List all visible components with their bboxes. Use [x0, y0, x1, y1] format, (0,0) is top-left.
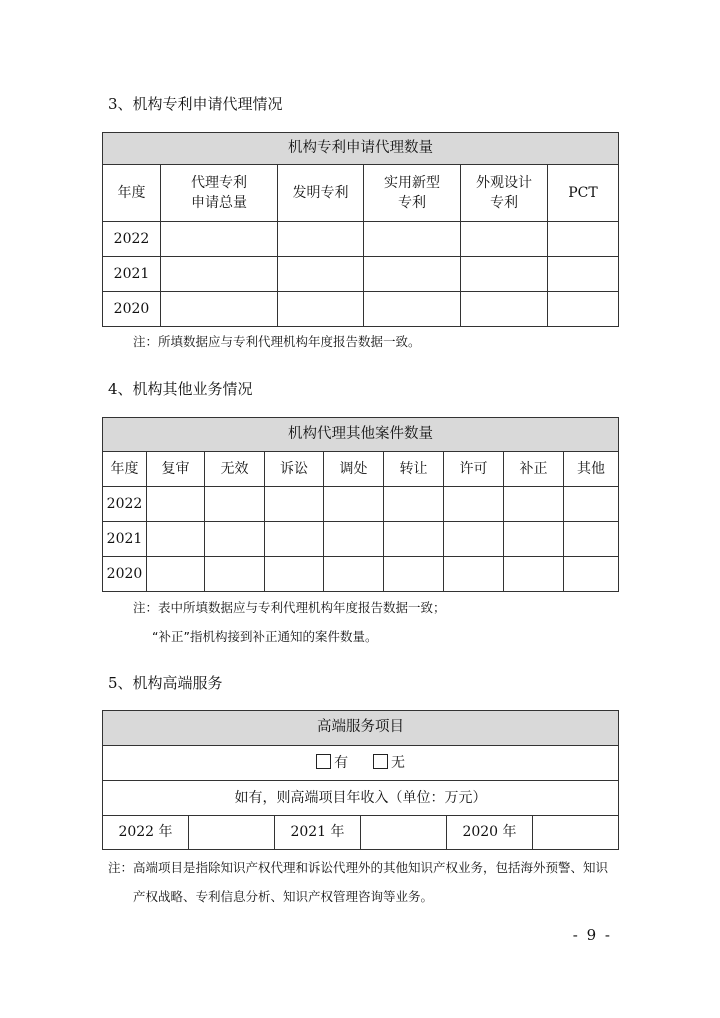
- input-cell[interactable]: [161, 257, 278, 292]
- input-cell[interactable]: [533, 816, 619, 850]
- input-cell[interactable]: [461, 292, 548, 327]
- input-cell[interactable]: [361, 816, 447, 850]
- header-license: 许可: [444, 452, 504, 487]
- patent-table-title: 机构专利申请代理数量: [103, 133, 619, 165]
- section5-note-line1: 注：高端项目是指除知识产权代理和诉讼代理外的其他知识产权业务，包括海外预警、知识: [108, 860, 609, 875]
- year-cell: 2020: [103, 292, 161, 327]
- input-cell[interactable]: [444, 522, 504, 557]
- header-invalid: 无效: [205, 452, 265, 487]
- header-mediation: 调处: [324, 452, 384, 487]
- header-design: 外观设计 专利: [461, 165, 548, 222]
- header-total: 代理专利 申请总量: [161, 165, 278, 222]
- input-cell[interactable]: [364, 222, 461, 257]
- input-cell[interactable]: [504, 487, 564, 522]
- section4-note-line1: 注：表中所填数据应与专利代理机构年度报告数据一致；: [133, 600, 446, 615]
- input-cell[interactable]: [364, 292, 461, 327]
- input-cell[interactable]: [461, 257, 548, 292]
- year-cell: 2020 年: [447, 816, 533, 850]
- header-reexam: 复审: [147, 452, 205, 487]
- input-cell[interactable]: [444, 557, 504, 592]
- input-cell[interactable]: [324, 557, 384, 592]
- header-year: 年度: [103, 452, 147, 487]
- section3-note: 注：所填数据应与专利代理机构年度报告数据一致。: [133, 334, 421, 349]
- yes-no-options: [103, 746, 619, 781]
- year-cell: 2020: [103, 557, 147, 592]
- year-cell: 2022: [103, 222, 161, 257]
- input-cell[interactable]: [265, 522, 324, 557]
- input-cell[interactable]: [384, 557, 444, 592]
- year-cell: 2021 年: [275, 816, 361, 850]
- header-year: 年度: [103, 165, 161, 222]
- input-cell[interactable]: [147, 557, 205, 592]
- input-cell[interactable]: [564, 522, 619, 557]
- section4-note-line2: “补正”指机构接到补正通知的案件数量。: [152, 629, 378, 644]
- checkbox-yes[interactable]: [316, 754, 331, 769]
- checkbox-no[interactable]: [373, 754, 388, 769]
- other-table-title: 机构代理其他案件数量: [103, 418, 619, 452]
- input-cell[interactable]: [205, 487, 265, 522]
- year-cell: 2021: [103, 257, 161, 292]
- input-cell[interactable]: [147, 522, 205, 557]
- input-cell[interactable]: [444, 487, 504, 522]
- header-other: 其他: [564, 452, 619, 487]
- input-cell[interactable]: [384, 487, 444, 522]
- input-cell[interactable]: [461, 222, 548, 257]
- year-cell: 2022 年: [103, 816, 189, 850]
- input-cell[interactable]: [147, 487, 205, 522]
- year-cell: 2022: [103, 487, 147, 522]
- section5-note-line2: 产权战略、专利信息分析、知识产权管理咨询等业务。: [133, 889, 434, 904]
- input-cell[interactable]: [278, 222, 364, 257]
- input-cell[interactable]: [564, 557, 619, 592]
- input-cell[interactable]: [364, 257, 461, 292]
- input-cell[interactable]: [564, 487, 619, 522]
- high-end-service-table: [102, 710, 619, 850]
- input-cell[interactable]: [548, 292, 619, 327]
- input-cell[interactable]: [278, 257, 364, 292]
- header-utility: 实用新型 专利: [364, 165, 461, 222]
- input-cell[interactable]: [548, 222, 619, 257]
- input-cell[interactable]: [205, 557, 265, 592]
- input-cell[interactable]: [161, 222, 278, 257]
- header-invention: 发明专利: [278, 165, 364, 222]
- header-transfer: 转让: [384, 452, 444, 487]
- patent-agency-table: [102, 132, 619, 327]
- input-cell[interactable]: [504, 557, 564, 592]
- year-cell: 2021: [103, 522, 147, 557]
- other-business-table: [102, 417, 619, 592]
- header-correction: 补正: [504, 452, 564, 487]
- input-cell[interactable]: [265, 487, 324, 522]
- input-cell[interactable]: [189, 816, 275, 850]
- option-no[interactable]: 无: [373, 755, 405, 771]
- section4-heading: 4、机构其他业务情况: [108, 380, 253, 398]
- income-label: 如有，则高端项目年收入（单位：万元）: [103, 781, 619, 816]
- input-cell[interactable]: [504, 522, 564, 557]
- header-litigation: 诉讼: [265, 452, 324, 487]
- input-cell[interactable]: [384, 522, 444, 557]
- input-cell[interactable]: [161, 292, 278, 327]
- input-cell[interactable]: [324, 487, 384, 522]
- section3-heading: 3、机构专利申请代理情况: [108, 95, 283, 113]
- input-cell[interactable]: [278, 292, 364, 327]
- input-cell[interactable]: [548, 257, 619, 292]
- option-yes[interactable]: 有: [316, 755, 348, 771]
- input-cell[interactable]: [265, 557, 324, 592]
- input-cell[interactable]: [324, 522, 384, 557]
- section5-heading: 5、机构高端服务: [108, 674, 223, 692]
- input-cell[interactable]: [205, 522, 265, 557]
- service-table-title: 高端服务项目: [103, 711, 619, 746]
- page-number: - 9 -: [572, 926, 612, 944]
- header-pct: PCT: [548, 165, 619, 222]
